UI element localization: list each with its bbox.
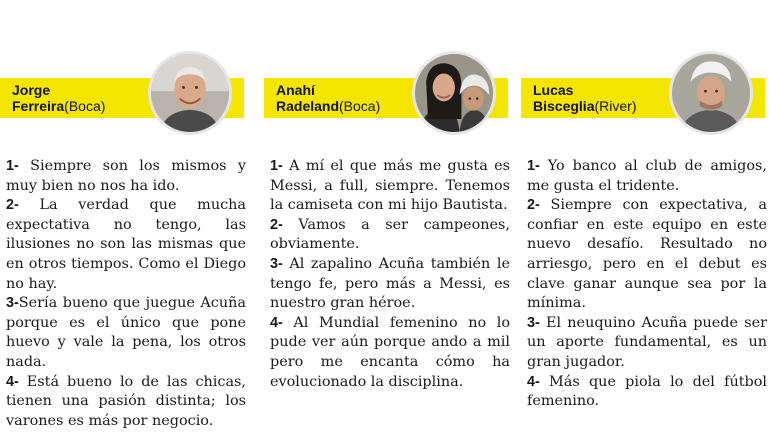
last-name: Radeland [276, 98, 340, 114]
answers-list [6, 157, 246, 431]
portrait-photo [412, 51, 496, 135]
last-name: Ferreira [12, 98, 65, 114]
answers-list [527, 157, 767, 412]
answer-3: 3-Sería bueno que juegue Acuña porque es el único que pone huevo y vale la pena, los otros nada. [6, 295, 246, 370]
profile-column-radeland [264, 0, 514, 433]
portrait-photo [148, 51, 232, 135]
answer-4: 4- Más que piola lo del fútbol femenino. [527, 373, 767, 410]
profile-column-ferreira [0, 0, 250, 433]
answer-2: 2- Siempre con expectativa, a confiar en este equipo en este nuevo desafío. Resultado no arriesgo, pero en el debut es clave ganar aunque sea por la mínima. [527, 197, 767, 312]
answer-4: 4- Está bueno lo de las chicas, tienen una pasión distinta; los varones es más por negocio. [6, 373, 246, 429]
portrait-woman-with-child-image [415, 54, 493, 132]
club-name: (River) [594, 98, 637, 114]
answer-1: 1- Siempre son los mismos y muy bien no nos ha ido. [6, 158, 246, 194]
portrait-young-man-image [672, 54, 750, 132]
answer-1: 1- Yo banco al club de amigos, me gusta el tridente. [527, 158, 767, 194]
club-name: (Boca) [339, 98, 381, 114]
last-name: Bisceglia [533, 98, 595, 114]
portrait-photo [669, 51, 753, 135]
first-name: Jorge [12, 82, 51, 98]
answers-list [270, 157, 510, 392]
answer-1: 1- A mí el que más me gusta es Messi, a full, siempre. Tenemos la camiseta con mi hijo Bautista. [270, 158, 510, 214]
person-name [276, 82, 426, 114]
club-name: (Boca) [64, 98, 106, 114]
first-name: Anahí [276, 82, 315, 98]
answer-3: 3- Al zapalino Acuña también le tengo fe, pero más a Messi, es nuestro gran héroe. [270, 255, 510, 312]
answer-4: 4- Al Mundial femenino no lo pude ver aún porque ando a mil pero me encanta cómo ha evolucionado la disciplina. [270, 314, 510, 390]
person-name [533, 82, 683, 114]
first-name: Lucas [533, 82, 574, 98]
profile-column-bisceglia [521, 0, 770, 433]
person-name [12, 82, 162, 114]
answer-3: 3- El neuquino Acuña puede ser un aporte fundamental, es un gran jugador. [527, 314, 767, 370]
portrait-older-man-image [151, 54, 229, 132]
answer-2: 2- Vamos a ser campeones, obviamente. [270, 216, 510, 253]
answer-2: 2- La verdad que mucha expectativa no tengo, las ilusiones no son las mismas que en otros tiempos. Como el Diego no hay. [6, 197, 246, 292]
